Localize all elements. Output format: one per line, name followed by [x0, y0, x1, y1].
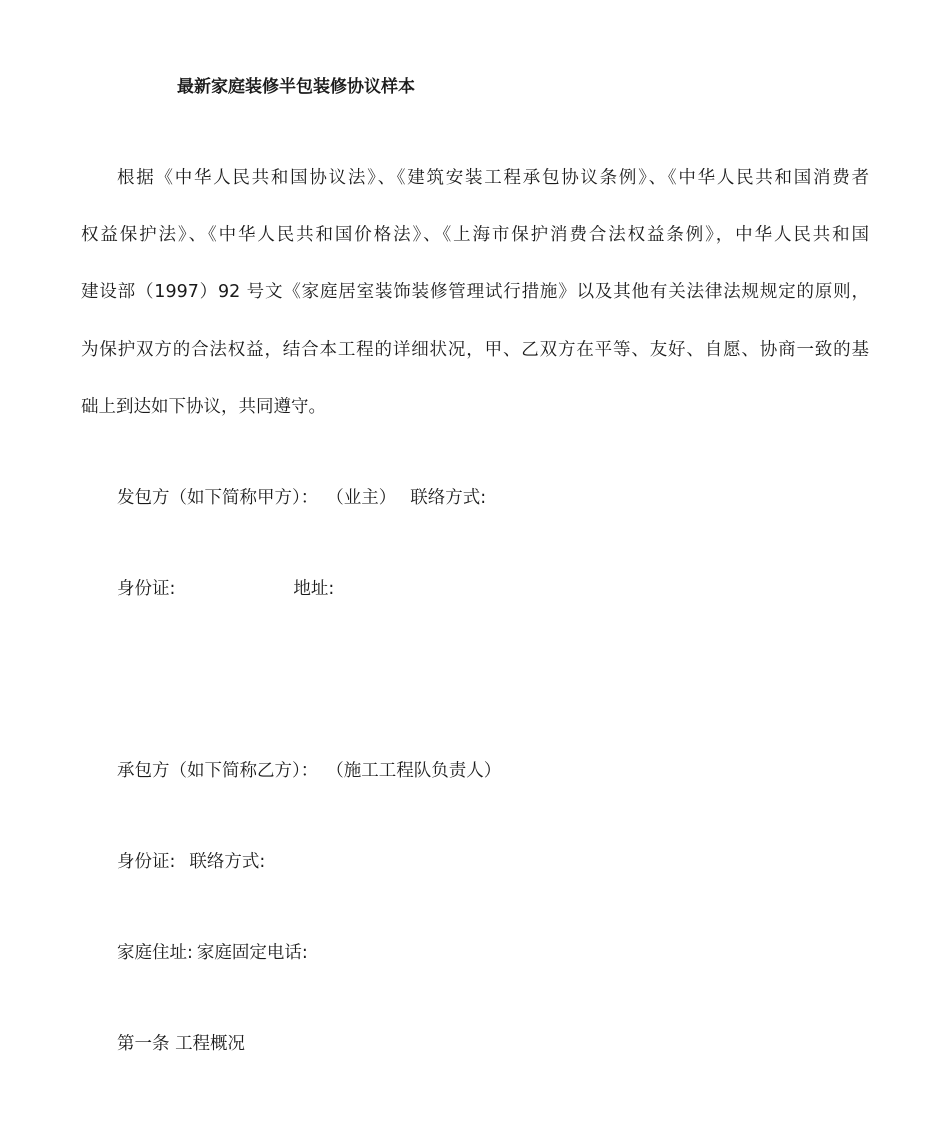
party-a-id-line: [117, 575, 334, 600]
party-a-contact-label: 联络方式:: [410, 488, 487, 508]
party-b-contact-label: 联络方式:: [189, 852, 266, 872]
party-b-line: [117, 757, 501, 782]
preamble-line-3: 建设部（1997）92 号文《家庭居室装饰装修管理试行措施》以及其他有关法律法规规定的原则，: [81, 282, 869, 302]
party-b-role: （施工工程队负责人）: [326, 761, 502, 781]
party-b-id-line: [117, 848, 265, 873]
article-1-heading: 第一条 工程概况: [117, 1034, 246, 1054]
party-b-home-line: [117, 939, 308, 964]
party-a-id-label: 身份证:: [117, 579, 176, 599]
party-b-home-address-label: 家庭住址:: [117, 943, 193, 963]
party-a-role: （业主）: [326, 488, 397, 508]
party-b-id-label: 身份证:: [117, 852, 176, 872]
party-a-address-label: 地址:: [293, 579, 335, 599]
party-a-label: 发包方（如下简称甲方）：: [117, 488, 319, 508]
preamble-line-2: 权益保护法》、《中华人民共和国价格法》、《上海市保护消费合法权益条例》，中华人民共和国: [81, 225, 869, 245]
preamble-line-5: 础上到达如下协议，共同遵守。: [81, 397, 326, 417]
preamble-line-1: 根据《中华人民共和国协议法》、《建筑安装工程承包协议条例》、《中华人民共和国消费者: [117, 168, 869, 188]
party-a-line: [117, 484, 486, 509]
party-b-home-phone-label: 家庭固定电话:: [196, 943, 308, 963]
party-b-label: 承包方（如下简称乙方）：: [117, 761, 319, 781]
document-title: 最新家庭装修半包装修协议样本: [177, 77, 415, 97]
preamble-line-4: 为保护双方的合法权益，结合本工程的详细状况，甲、乙双方在平等、友好、自愿、协商一致的基: [81, 340, 869, 360]
